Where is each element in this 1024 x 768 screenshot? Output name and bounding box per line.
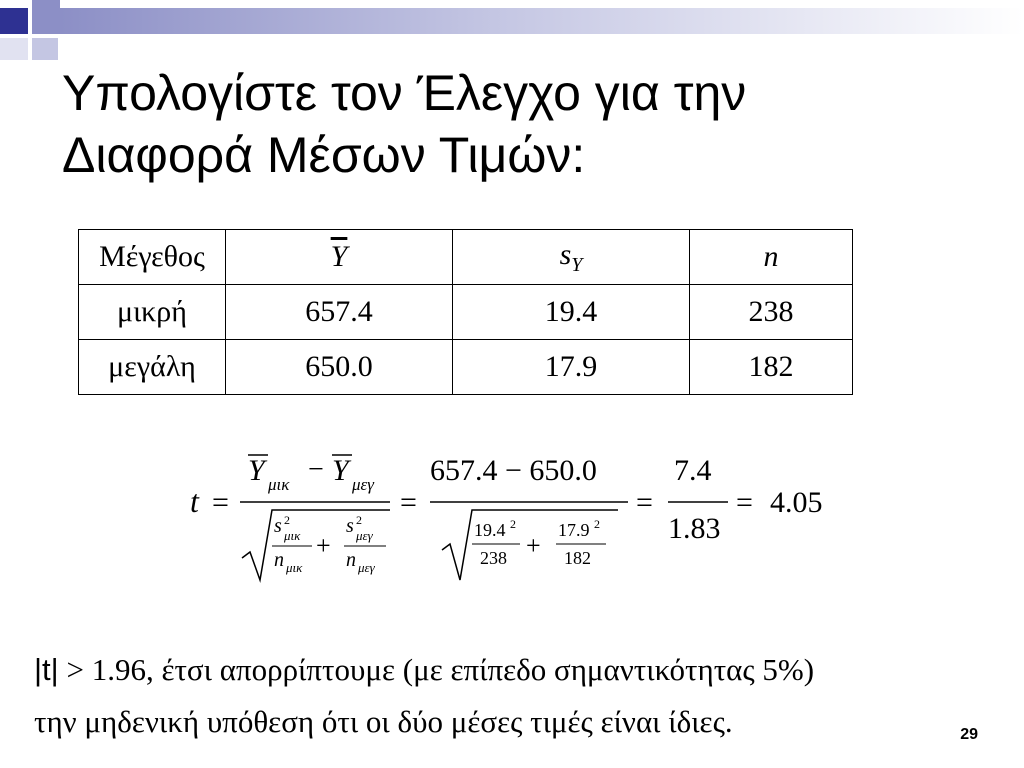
mid-a-n: 238	[480, 548, 507, 568]
header-gradient-band	[60, 8, 1024, 34]
title-line-2: Διαφορά Μέσων Τιμών:	[62, 127, 586, 183]
table-header-row	[79, 230, 853, 285]
frac-den: 1.83	[668, 512, 721, 545]
formula-eq-4: =	[736, 486, 753, 519]
formula-eq-2: =	[400, 486, 417, 519]
conclusion-line-2: την μηδενική υπόθεση ότι οι δύο μέσες τιμές είναι ίδιες.	[34, 704, 733, 739]
den-s2: s	[346, 515, 354, 537]
den-n1-sub: μικ	[286, 560, 303, 575]
num-y2-sub: μεγ	[352, 475, 374, 494]
den-n1: n	[274, 549, 284, 571]
num-y1: Y	[248, 454, 265, 487]
title-line-1: Υπολογίστε τον Έλεγχο για την	[62, 65, 747, 121]
header-n: n	[690, 230, 853, 285]
conclusion-text	[34, 644, 974, 748]
conclusion-line-1-rest: > 1.96, έτσι απορρίπτουμε (με επίπεδο σημαντικότητας 5%)	[58, 652, 815, 687]
den-s2-sup: 2	[356, 513, 362, 527]
header-size: Μέγεθος	[79, 230, 226, 285]
cell-mean-large: 650.0	[226, 340, 453, 395]
deco-square-dark	[0, 8, 28, 34]
cell-std-small: 19.4	[453, 285, 690, 340]
cell-n-small: 238	[690, 285, 853, 340]
slide-title	[62, 62, 962, 186]
mid-numerator: 657.4 − 650.0	[430, 454, 597, 487]
mid-b-sup: 2	[594, 517, 600, 531]
num-minus: −	[308, 454, 324, 485]
mid-plus: +	[526, 531, 541, 560]
den-s1: s	[274, 515, 282, 537]
cell-size-large: μεγάλη	[79, 340, 226, 395]
num-y1-sub: μικ	[268, 475, 290, 494]
abs-t: |t|	[34, 652, 59, 687]
den-s1-sub: μικ	[284, 528, 301, 543]
formula-t: t	[190, 483, 199, 519]
mid-b: 17.9	[558, 520, 590, 540]
header-mean: $\overline{Y}$	[226, 230, 453, 285]
den-s1-sup: 2	[284, 513, 290, 527]
formula-result: 4.05	[770, 486, 823, 519]
table-row	[79, 285, 853, 340]
summary-table	[78, 229, 853, 395]
deco-square-light	[32, 38, 58, 60]
den-s2-sub: μεγ	[356, 528, 373, 543]
den-n2: n	[346, 549, 356, 571]
deco-square-mid	[32, 0, 60, 34]
cell-n-large: 182	[690, 340, 853, 395]
num-y2: Y	[332, 454, 349, 487]
formula-svg	[180, 440, 860, 600]
cell-size-small: μικρή	[79, 285, 226, 340]
header-std: $s_Y$	[453, 230, 690, 285]
frac-num: 7.4	[674, 454, 712, 487]
conclusion-line-1	[34, 644, 974, 696]
mid-b-n: 182	[564, 548, 591, 568]
formula-eq-1: =	[212, 486, 229, 519]
page-number: 29	[960, 726, 978, 743]
mid-a: 19.4	[474, 520, 506, 540]
t-statistic-formula	[180, 440, 860, 600]
cell-std-large: 17.9	[453, 340, 690, 395]
table-row	[79, 340, 853, 395]
cell-mean-small: 657.4	[226, 285, 453, 340]
den-n2-sub: μεγ	[358, 560, 375, 575]
mid-a-sup: 2	[510, 517, 516, 531]
deco-square-light-2	[0, 38, 28, 60]
den-plus-1: +	[316, 531, 331, 560]
formula-eq-3: =	[636, 486, 653, 519]
